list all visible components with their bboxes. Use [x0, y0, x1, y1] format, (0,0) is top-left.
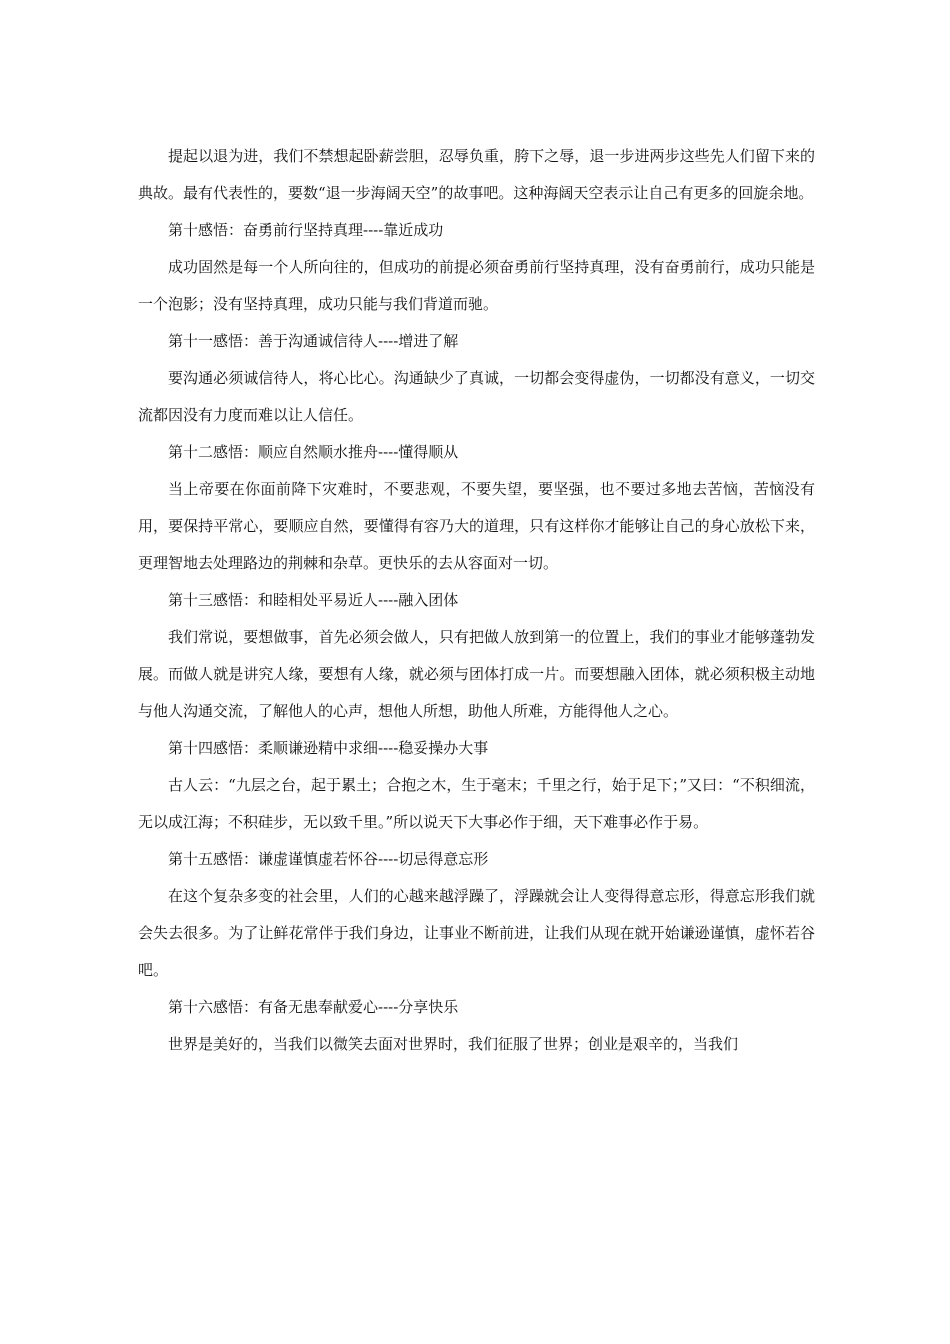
paragraph: 提起以退为进，我们不禁想起卧薪尝胆，忍辱负重，胯下之辱，退一步进两步这些先人们留下来的典故。最有代表性的，要数“退一步海阔天空”的故事吧。这种海阔天空表示让自己有更多的回旋余地。: [138, 147, 815, 202]
section-heading: 第十感悟：奋勇前行坚持真理----靠近成功: [168, 221, 444, 239]
document-body: [138, 138, 815, 1063]
paragraph: 当上帝要在你面前降下灾难时，不要悲观，不要失望，要坚强，也不要过多地去苦恼，苦恼没有用，要保持平常心，要顺应自然，要懂得有容乃大的道理，只有这样你才能够让自己的身心放松下来，更理智地去处理路边的荆棘和杂草。更快乐的去从容面对一切。: [138, 480, 815, 572]
paragraph: 成功固然是每一个人所向往的，但成功的前提必须奋勇前行坚持真理，没有奋勇前行，成功只能是一个泡影；没有坚持真理，成功只能与我们背道而驰。: [138, 258, 815, 313]
paragraph: 古人云：“九层之台，起于累土；合抱之木，生于毫末；千里之行，始于足下；”又曰：“不积细流，无以成江海；不积硅步，无以致千里。”所以说天下大事必作于细，天下难事必作于易。: [138, 776, 815, 831]
section-heading: 第十二感悟：顺应自然顺水推舟----懂得顺从: [168, 443, 459, 461]
section-heading: 第十五感悟：谦虚谨慎虚若怀谷----切忌得意忘形: [168, 850, 489, 868]
section-heading: 第十三感悟：和睦相处平易近人----融入团体: [168, 591, 459, 609]
section-heading: 第十四感悟：柔顺谦逊精中求细----稳妥操办大事: [168, 739, 489, 757]
section-heading: 第十六感悟：有备无患奉献爱心----分享快乐: [168, 998, 459, 1016]
paragraph: 我们常说，要想做事，首先必须会做人，只有把做人放到第一的位置上，我们的事业才能够蓬勃发展。而做人就是讲究人缘，要想有人缘，就必须与团体打成一片。而要想融入团体，就必须积极主动地与他人沟通交流，了解他人的心声，想他人所想，助他人所难，方能得他人之心。: [138, 628, 815, 720]
paragraph: 世界是美好的，当我们以微笑去面对世界时，我们征服了世界；创业是艰辛的，当我们: [168, 1035, 739, 1053]
paragraph: 在这个复杂多变的社会里，人们的心越来越浮躁了，浮躁就会让人变得得意忘形，得意忘形我们就会失去很多。为了让鲜花常伴于我们身边，让事业不断前进，让我们从现在就开始谦逊谨慎，虚怀若谷吧。: [138, 887, 815, 979]
paragraph: 要沟通必须诚信待人，将心比心。沟通缺少了真诚，一切都会变得虚伪，一切都没有意义，一切交流都因没有力度而难以让人信任。: [138, 369, 815, 424]
section-heading: 第十一感悟：善于沟通诚信待人----增进了解: [168, 332, 459, 350]
